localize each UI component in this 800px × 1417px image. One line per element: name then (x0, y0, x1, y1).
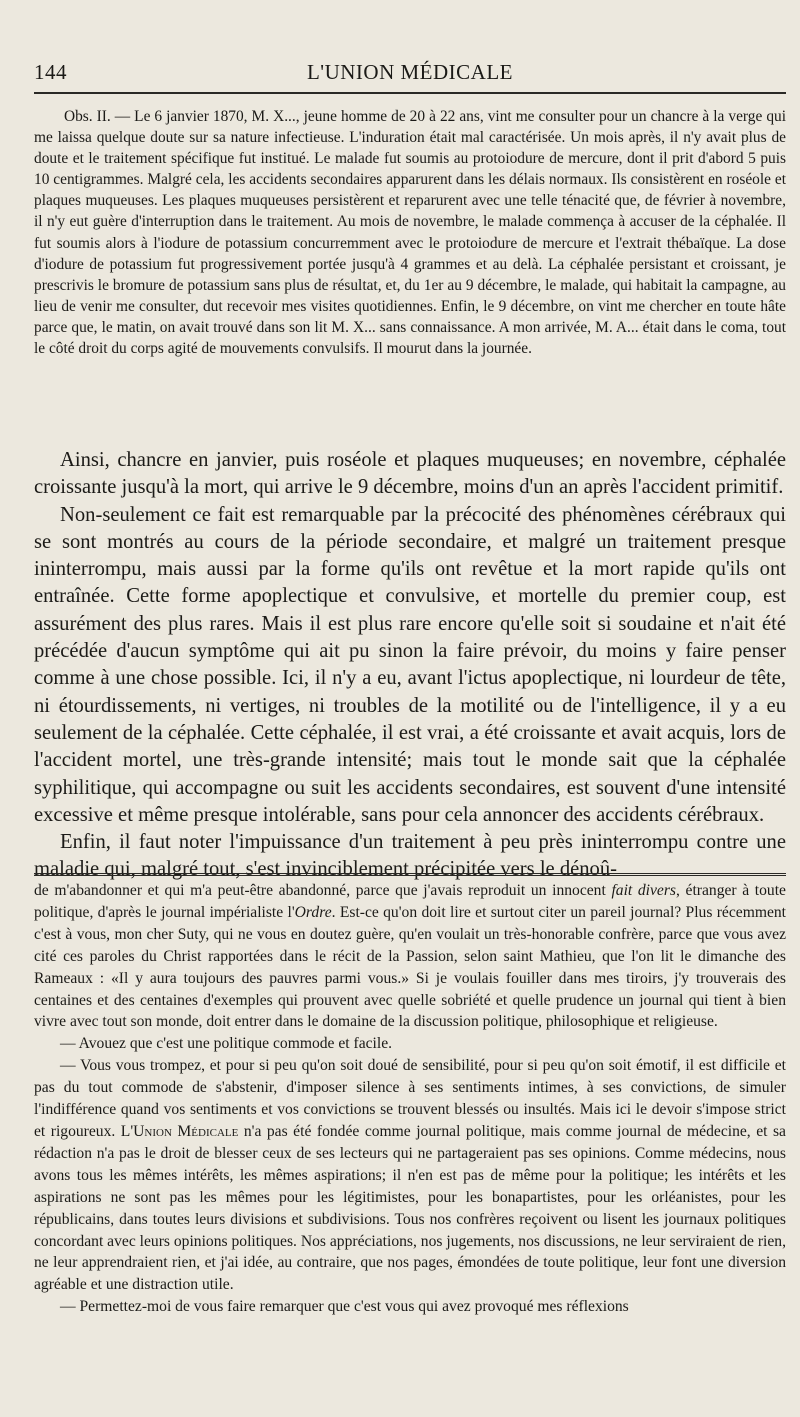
feuilleton-paragraph-3 (34, 1055, 786, 1296)
main-text (34, 447, 786, 884)
newspaper-title: Ordre (294, 903, 332, 921)
feuilleton-paragraph-2: — Avouez que c'est une politique commode et facile. (60, 1035, 393, 1053)
main-paragraph-2: Non-seulement ce fait est remarquable par la précocité des phénomènes cérébraux qui se sont montrés au cours de la période secondaire, et malgré un traitement presque ininterrompu, mais aussi par la forme qu'ils ont revêtue et la mort rapide qu'ils ont entraînée. Cette forme apoplectique et convulsive, et mortelle du premier coup, est assurément des plus rares. Mais il est plus rare encore qu'elle soit si soudaine et n'ait été précédée d'aucun symptôme qui ait pu sinon la faire prévoir, du moins y faire penser comme à une chose possible. Ici, il n'y a eu, avant l'ictus apoplectique, ni lourdeur de tête, ni étourdissements, ni vertiges, ni troubles de la motilité ou de l'intelligence, il y a eu seulement de la céphalée. Cette céphalée, il est vrai, a été croissante et avait acquis, lors de l'accident mortel, une très-grande intensité; mais tout le monde sait que la céphalée syphilitique, qui accompagne ou suit les accidents secondaires, est souvent d'une intensité excessive et même presque intolérable, sans pour cela annoncer des accidents cérébraux. (34, 503, 786, 826)
feuilleton-separator (34, 873, 786, 876)
header-rule (34, 92, 786, 94)
main-paragraph-3: Enfin, il faut noter l'impuissance d'un traitement à peu près ininterrompu contre une maladie qui, malgré tout, s'est invinciblement précipitée vers le dénoû- (34, 831, 786, 881)
feuilleton (34, 880, 786, 1318)
page-header (34, 58, 786, 88)
italic-phrase: fait divers (611, 882, 676, 899)
feuilleton-text: de m'abandonner et qui m'a peut-être abandonné, parce que j'avais reproduit un innocent (34, 882, 612, 899)
main-paragraph-1: Ainsi, chancre en janvier, puis roséole et plaques muqueuses; en novembre, céphalée croissante jusqu'à la mort, qui arrive le 9 décembre, moins d'un an après l'accident primitif. (34, 449, 786, 499)
feuilleton-text: — Vous vous trompez, et pour si peu qu'on soit doué de sensibilité, pour si peu qu'on soit émotif, il est difficile et pas du tout commode de s'abstenir, d'imposer silence à ses sentiments intimes, à ses convictions, de simuler l'indifférence quand vos sentiments et vos convictions se trouvent blessés ou insultés. Mais ici le devoir s'impose strict et rigoureux. L' (34, 1057, 786, 1140)
clinical-observation (34, 106, 786, 359)
running-title: L'UNION MÉDICALE (306, 60, 513, 84)
feuilleton-paragraph-1 (34, 880, 786, 1033)
feuilleton-text: . Est-ce qu'on doit lire et surtout citer un pareil journal? Plus récemment c'est à vous, mon cher Suty, qui ne vous en doutez guère, qu'en voulait un très-honorable confrère, parce que vous avez cité ces paroles du Christ rapportées dans le récit de la Passion, selon saint Mathieu, que l'on lit le dimanche des Rameaux : «Il y aura toujours des pauvres parmi vous.» Si je voulais fouiller dans mes tiroirs, j'y trouverais des centaines et des centaines d'exemples qui prouvent avec quelle sobriété et quelle prudence un journal qui tient à bien vivre avec tout son monde, doit entrer dans le domaine de la discussion politique, philosophique et religieuse. (34, 903, 787, 1031)
feuilleton-paragraph-4: — Permettez-moi de vous faire remarquer que c'est vous qui avez provoqué mes réflexions (60, 1298, 629, 1316)
page-number: 144 (34, 60, 67, 84)
journal-name: Union Médicale (133, 1122, 239, 1140)
feuilleton-text: n'a pas été fondée comme journal politique, mais comme journal de médecine, et sa rédaction n'a pas le droit de blesser ceux de ses lecteurs qui ne partageraient pas ses opinions. Comme médecins, nous avons tous les mêmes intérêts, les mêmes aspirations; il n'en est pas de même pour la politique; les intérêts et les aspirations ne sont pas les mêmes pour les légitimistes, pour les bonapartistes, pour les orléanistes, pour les républicains, dans toutes leurs divisions et subdivisions. Tous nos confrères reçoivent ou lisent les journaux politiques concordant avec leurs opinions politiques. Nos appréciations, nos jugements, nos discussions, ne leur serviraient de rien, ne leur apprendraient rien, et j'ai idée, au contraire, que nos pages, émondées de toute politique, leur font une diversion agréable et une distraction utile. (34, 1122, 786, 1294)
feuilleton-text: , étranger à toute politique, d'après le journal impérialiste l' (34, 882, 786, 921)
observation-paragraph: Obs. II. — Le 6 janvier 1870, M. X..., jeune homme de 20 à 22 ans, vint me consulter pour un chancre à la verge qui me laissa quelque doute sur sa nature infectieuse. L'induration était mal caractérisée. Un mois après, il n'y avait plus de doute et le traitement spécifique fut institué. Le malade fut soumis au protoiodure de mercure, dont il prit d'abord 5 puis 10 centigrammes. Malgré cela, les accidents secondaires apparurent dans les délais normaux. Ils consistèrent en roséole et plaques muqueuses. Les plaques muqueuses persistèrent et reparurent avec une telle ténacité que, de février à novembre, il n'y eut guère d'interruption dans le traitement. Au mois de novembre, le malade commença à accuser de la céphalée. Il fut soumis alors à l'iodure de potassium concurremment avec le protoiodure de mercure et l'extrait thébaïque. La dose d'iodure de potassium fut progressivement portée jusqu'à 4 grammes et au delà. La céphalée persistant et croissant, je prescrivis le bromure de potassium sans plus de résultat, et, du 1er au 9 décembre, le malade, qui habitait la campagne, au lieu de venir me consulter, dut recevoir mes visites quotidiennes. Enfin, le 9 décembre, on vint me chercher en toute hâte parce que, le matin, on avait trouvé dans son lit M. X... sans connaissance. A mon arrivée, M. A... était dans le coma, tout le côté droit du corps agité de mouvements convulsifs. Il mourut dans la journée. (34, 108, 786, 358)
